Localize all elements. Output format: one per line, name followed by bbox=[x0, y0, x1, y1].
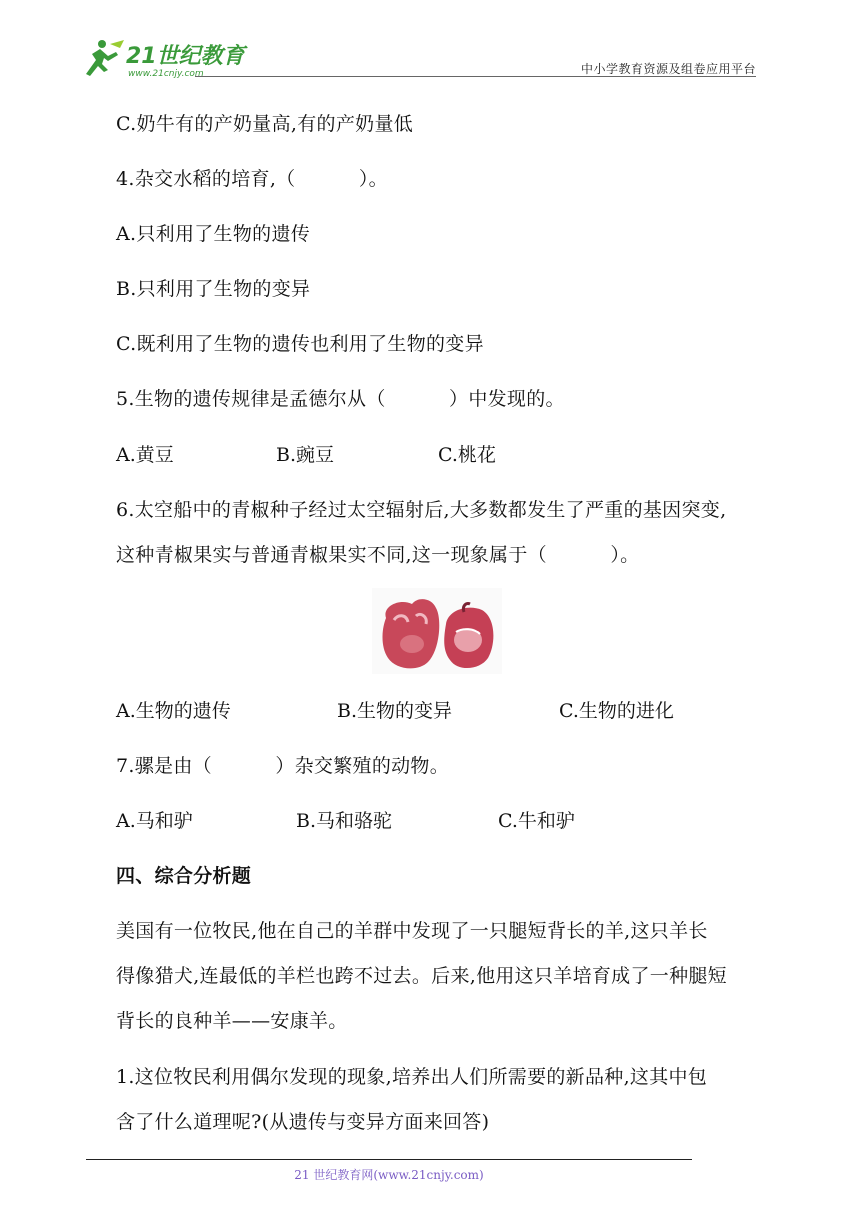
site-logo bbox=[80, 36, 260, 80]
q6-stem-line1: 6.太空船中的青椒种子经过太空辐射后,大多数都发生了严重的基因突变, bbox=[116, 499, 727, 521]
q4-option-c: C.既利用了生物的遗传也利用了生物的变异 bbox=[116, 333, 484, 355]
page-header bbox=[80, 30, 756, 80]
q6-option-b: B.生物的变异 bbox=[337, 700, 453, 722]
red-pepper-image bbox=[372, 588, 502, 674]
q4-option-b: B.只利用了生物的变异 bbox=[116, 278, 311, 300]
q7-option-c: C.牛和驴 bbox=[498, 810, 575, 832]
svg-text:21世纪教育: 21世纪教育 bbox=[126, 44, 245, 69]
q5-option-b: B.豌豆 bbox=[276, 444, 335, 466]
q6-stem-line2: 这种青椒果实与普通青椒果实不同,这一现象属于（ ）。 bbox=[116, 544, 640, 566]
analysis-q1-line2: 含了什么道理呢?(从遗传与变异方面来回答) bbox=[116, 1111, 490, 1133]
q7-stem: 7.骡是由（ ）杂交繁殖的动物。 bbox=[116, 755, 450, 777]
svg-text:www.21cnjy.com: www.21cnjy.com bbox=[128, 69, 204, 79]
passage-line3: 背长的良种羊——安康羊。 bbox=[116, 1010, 348, 1032]
passage-line1: 美国有一位牧民,他在自己的羊群中发现了一只腿短背长的羊,这只羊长 bbox=[116, 920, 708, 942]
q5-stem: 5.生物的遗传规律是孟德尔从（ ）中发现的。 bbox=[116, 388, 565, 410]
q4-stem: 4.杂交水稻的培育,（ ）。 bbox=[116, 168, 388, 190]
q4-option-a: A.只利用了生物的遗传 bbox=[116, 223, 311, 245]
q7-option-b: B.马和骆驼 bbox=[296, 810, 393, 832]
section-heading: 四、综合分析题 bbox=[116, 865, 252, 887]
passage-line2: 得像猎犬,连最低的羊栏也跨不过去。后来,他用这只羊培育成了一种腿短 bbox=[116, 965, 727, 987]
footer-rule bbox=[86, 1159, 692, 1160]
q6-option-a: A.生物的遗传 bbox=[116, 700, 231, 722]
q5-option-c: C.桃花 bbox=[438, 444, 496, 466]
q7-option-a: A.马和驴 bbox=[116, 810, 193, 832]
footer-text[interactable]: 21 世纪教育网(www.21cnjy.com) bbox=[294, 1168, 484, 1182]
q3-option-c: C.奶牛有的产奶量高,有的产奶量低 bbox=[116, 113, 414, 135]
analysis-q1-line1: 1.这位牧民利用偶尔发现的现象,培养出人们所需要的新品种,这其中包 bbox=[116, 1066, 708, 1088]
q6-option-c: C.生物的进化 bbox=[559, 700, 674, 722]
q5-option-a: A.黄豆 bbox=[116, 444, 174, 466]
header-platform-text: 中小学教育资源及组卷应用平台 bbox=[580, 62, 756, 76]
